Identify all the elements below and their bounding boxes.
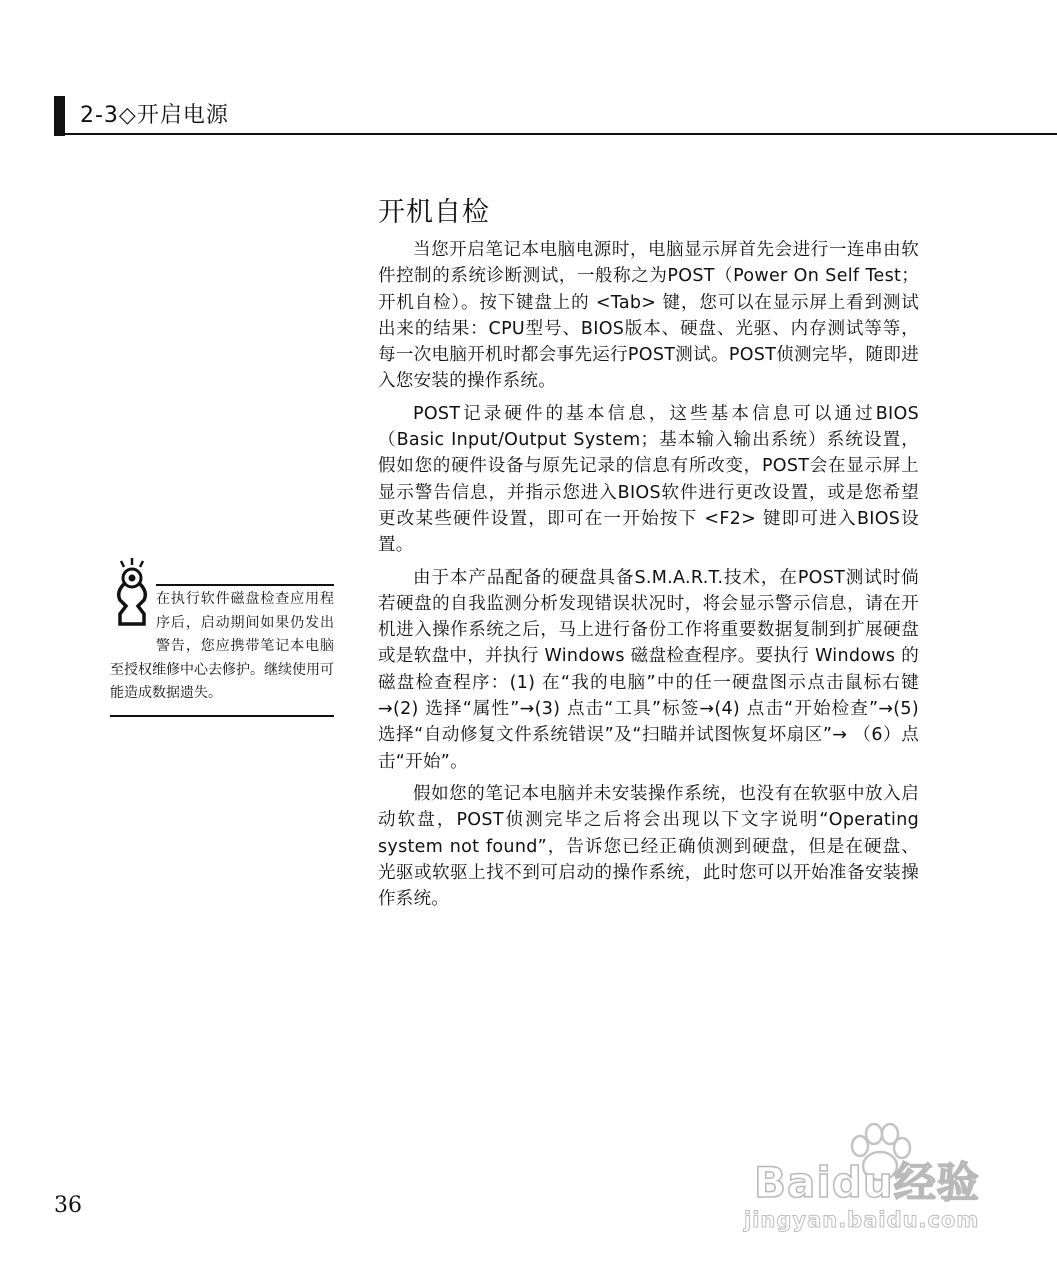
note-bottom-rule (110, 715, 334, 717)
paragraph-bios: POST记录硬件的基本信息，这些基本信息可以通过BIOS（Basic Input/Output System；基本输入输出系统）系统设置，假如您的硬件设备与原先记录的信息有所改变，POST会在显示屏上显示警告信息，并指示您进入BIOS软件进行更改设置，或是您希望更改某些硬件设置，即可在一开始按下 <F2> 键即可进入BIOS设置。 (378, 403, 919, 556)
paragraph-smart: 由于本产品配备的硬盘具备S.M.A.R.T.技术，在POST测试时倘若硬盘的自我监测分析发现错误状况时，将会显示警示信息，请在开机进入操作系统之后，马上进行备份工作将重要数据复制到扩展硬盘或是软盘中，并执行 Windows 磁盘检查程序。要执行 Windows 的磁盘检查程序：(1) 在“我的电脑”中的任一硬盘图示点击鼠标右键→(2) 选择“属性”→(3) 点击“工具”标签→(4) 点击“开始检查”→(5) 选择“自动修复文件系统错误”及“扫瞄并试图恢复坏扇区”→ （6）点击“开始”。 (378, 567, 919, 772)
note-top-rule (156, 584, 334, 586)
watermark-logo: Baidu经验 (754, 1158, 980, 1207)
paragraph-post-intro: 当您开启笔记本电脑电源时，电脑显示屏首先会进行一连串由软件控制的系统诊断测试，一般称之为POST（Power On Self Test；开机自检）。按下键盘上的 <Tab> 键，您可以在显示屏上看到测试出来的结果：CPU型号、BIOS版本、硬盘、光驱、内存测试等等，每一次电脑开机时都会事先运行POST测试。POST侦测完毕，随即进入您安装的操作系统。 (378, 240, 919, 392)
header-rule (54, 133, 1057, 135)
page-number: 36 (54, 1193, 82, 1218)
note-text-content: 在执行软件磁盘检查应用程序后，启动期间如果仍发出警告，您应携带笔记本电脑至授权维修中心去修护。继续使用可能造成数据遗失。 (110, 591, 334, 701)
watermark (740, 1120, 1000, 1245)
section-title: 开机自检 (378, 197, 490, 228)
header-title: 2-3◇开启电源 (80, 103, 229, 128)
main-content (378, 190, 919, 918)
watermark-url: jingyan.baidu.com (744, 1208, 980, 1232)
header-bar (54, 96, 65, 136)
note-icon-spacer (110, 588, 156, 636)
note-text (110, 588, 334, 706)
paragraph-no-os: 假如您的笔记本电脑并未安装操作系统，也没有在软驱中放入启动软盘，POST侦测完毕之后将会出现以下文字说明“Operating system not found”，告诉您已经正确侦测到硬盘，但是在硬盘、光驱或软驱上找不到可启动的操作系统，此时您可以开始准备安装操作系统。 (378, 783, 919, 910)
